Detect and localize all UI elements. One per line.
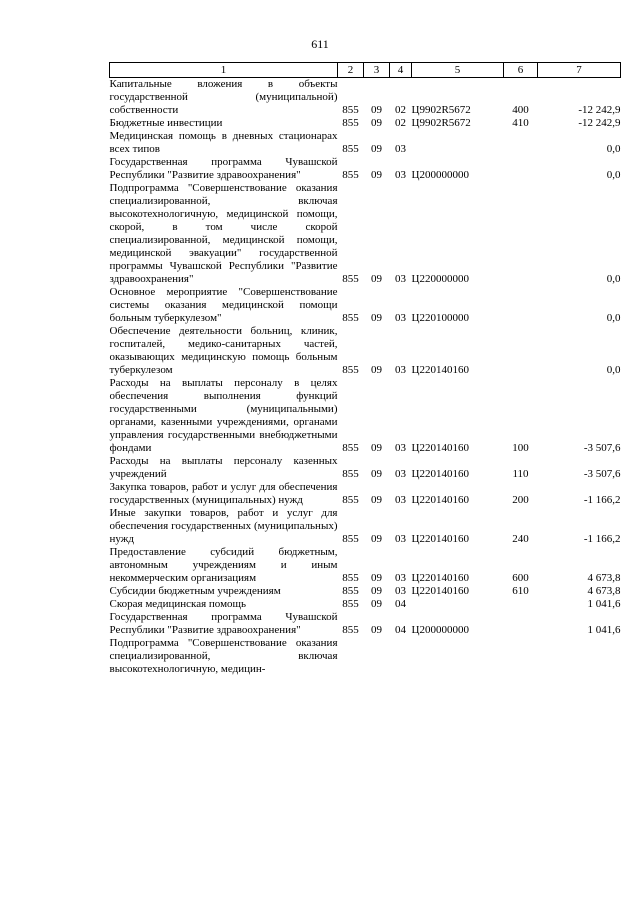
expense-type-code: 100	[512, 442, 529, 454]
table-row	[110, 325, 621, 377]
item-name: Субсидии бюджетным учреждениям	[109, 585, 281, 597]
item-name: Предоставление субсидий бюджетным, автономным учреждениям и иным некоммерческим организациям	[109, 546, 338, 584]
amount: -12 242,9	[578, 104, 621, 116]
table-row	[110, 611, 621, 637]
column-header: 2	[338, 63, 364, 78]
ministry-code: 855	[342, 585, 359, 597]
table-header-row	[110, 63, 621, 78]
target-article-code	[412, 598, 504, 611]
section-code: 09	[371, 468, 382, 480]
column-header: 5	[412, 63, 504, 78]
expense-type-code: 600	[512, 572, 529, 584]
amount: 0,0	[606, 364, 621, 376]
item-name: Иные закупки товаров, работ и услуг для обеспечения государственных (муниципальных) нужд	[109, 507, 338, 545]
table-row	[110, 598, 621, 611]
table-row	[110, 286, 621, 325]
ministry-code: 855	[342, 169, 359, 181]
target-article-code	[412, 130, 504, 156]
table-row	[110, 117, 621, 130]
amount: 0,0	[606, 169, 621, 181]
amount: 0,0	[606, 143, 621, 155]
ministry-code: 855	[342, 468, 359, 480]
ministry-code: 855	[342, 533, 359, 545]
ministry-code: 855	[342, 364, 359, 376]
table-row	[110, 377, 621, 455]
target-article-code: Ц200000000	[411, 169, 469, 181]
ministry-code: 855	[342, 104, 359, 116]
target-article-code: Ц220100000	[411, 312, 469, 324]
column-header: 3	[364, 63, 390, 78]
item-name: Обеспечение деятельности больниц, клиник, госпиталей, медико-санитарных частей, оказывающих медицинскую помощь больным туберкулезом	[109, 325, 338, 376]
expense-type-code: 610	[512, 585, 529, 597]
table-row	[110, 546, 621, 585]
amount: -3 507,6	[583, 442, 621, 454]
expense-type-code: 400	[512, 104, 529, 116]
expense-type-code	[504, 598, 538, 611]
amount: -1 166,2	[583, 494, 621, 506]
subsection-code: 03	[395, 533, 406, 545]
item-name: Расходы на выплаты персоналу казенных учреждений	[109, 455, 338, 480]
expense-type-code: 240	[512, 533, 529, 545]
ministry-code: 855	[342, 598, 359, 610]
expense-type-code	[504, 130, 538, 156]
expense-type-code	[504, 611, 538, 637]
target-article-code: Ц200000000	[411, 624, 469, 636]
expense-type-code: 410	[512, 117, 529, 129]
target-article-code: Ц220000000	[411, 273, 469, 285]
ministry-code: 855	[342, 624, 359, 636]
section-code: 09	[371, 273, 382, 285]
amount: -1 166,2	[583, 533, 621, 545]
amount: 4 673,8	[587, 572, 621, 584]
target-article-code	[412, 637, 504, 676]
column-header: 7	[538, 63, 621, 78]
ministry-code: 855	[342, 117, 359, 129]
amount: 0,0	[606, 273, 621, 285]
page-number: 611	[311, 37, 329, 51]
column-header: 1	[110, 63, 338, 78]
subsection-code: 03	[395, 494, 406, 506]
subsection-code: 03	[395, 143, 406, 155]
section-code: 09	[371, 312, 382, 324]
target-article-code: Ц220140160	[411, 494, 469, 506]
amount: 1 041,6	[587, 624, 621, 636]
item-name: Подпрограмма "Совершенствование оказания специализированной, включая высокотехнологичную, медицин-	[109, 637, 338, 675]
section-code: 09	[371, 117, 382, 129]
subsection-code: 03	[395, 572, 406, 584]
item-name: Государственная программа Чувашской Республики "Развитие здравоохранения"	[109, 156, 338, 181]
table-row	[110, 156, 621, 182]
section-code: 09	[371, 585, 382, 597]
expense-type-code	[504, 325, 538, 377]
section-code: 09	[371, 533, 382, 545]
ministry-code: 855	[342, 494, 359, 506]
subsection-code: 03	[395, 364, 406, 376]
section-code: 09	[371, 364, 382, 376]
section-code: 09	[371, 104, 382, 116]
amount: 0,0	[606, 312, 621, 324]
ministry-code: 855	[342, 572, 359, 584]
target-article-code: Ц220140160	[411, 442, 469, 454]
item-name: Скорая медицинская помощь	[109, 598, 247, 610]
expense-type-code	[504, 156, 538, 182]
column-header: 6	[504, 63, 538, 78]
subsection-code: 03	[395, 273, 406, 285]
section-code: 09	[371, 169, 382, 181]
table-row	[110, 182, 621, 286]
amount: 1 041,6	[587, 598, 621, 610]
expense-type-code: 200	[512, 494, 529, 506]
subsection-code: 03	[395, 468, 406, 480]
target-article-code: Ц220140160	[411, 572, 469, 584]
subsection-code: 02	[395, 117, 406, 129]
item-name: Закупка товаров, работ и услуг для обеспечения государственных (муниципальных) нужд	[109, 481, 338, 506]
ministry-code: 855	[342, 273, 359, 285]
section-code: 09	[371, 598, 382, 610]
target-article-code: Ц220140160	[411, 585, 469, 597]
section-code: 09	[371, 624, 382, 636]
table-row	[110, 455, 621, 481]
section-code: 09	[371, 442, 382, 454]
column-header: 4	[390, 63, 412, 78]
table-row	[110, 130, 621, 156]
table-row	[110, 78, 621, 118]
subsection-code: 03	[395, 169, 406, 181]
item-name: Расходы на выплаты персоналу в целях обеспечения выполнения функций государственными (муниципальными) органами, казенными учреждениями, органами управления государственными внебюджетными фондами	[109, 377, 338, 454]
budget-table	[109, 62, 621, 676]
ministry-code	[338, 637, 364, 676]
ministry-code: 855	[342, 312, 359, 324]
section-code	[364, 637, 390, 676]
subsection-code: 04	[395, 598, 406, 610]
item-name: Основное мероприятие "Совершенствование системы оказания медицинской помощи больным туберкулезом"	[109, 286, 338, 324]
target-article-code: Ц220140160	[411, 468, 469, 480]
item-name: Подпрограмма "Совершенствование оказания специализированной, включая высокотехнологичную, медицинской помощи, скорой, в том числе скорой специализированной, медицинской помощи, медицинской эвакуации" государственной программы Чувашской Республики "Развитие здравоохранения"	[109, 182, 338, 285]
subsection-code	[390, 637, 412, 676]
item-name: Бюджетные инвестиции	[109, 117, 223, 129]
table-row	[110, 637, 621, 676]
table-row	[110, 585, 621, 598]
subsection-code: 03	[395, 312, 406, 324]
item-name: Государственная программа Чувашской Республики "Развитие здравоохранения"	[109, 611, 338, 636]
section-code: 09	[371, 143, 382, 155]
ministry-code: 855	[342, 143, 359, 155]
subsection-code: 03	[395, 585, 406, 597]
subsection-code: 03	[395, 442, 406, 454]
subsection-code: 02	[395, 104, 406, 116]
amount: -3 507,6	[583, 468, 621, 480]
item-name: Капитальные вложения в объекты государственной (муниципальной) собственности	[109, 78, 338, 116]
target-article-code: Ц9902R5672	[411, 104, 471, 116]
amount: -12 242,9	[578, 117, 621, 129]
amount	[538, 637, 621, 676]
amount: 4 673,8	[587, 585, 621, 597]
subsection-code: 04	[395, 624, 406, 636]
table-row	[110, 507, 621, 546]
expense-type-code	[504, 182, 538, 286]
section-code: 09	[371, 494, 382, 506]
target-article-code: Ц220140160	[411, 364, 469, 376]
target-article-code: Ц9902R5672	[411, 117, 471, 129]
expense-type-code	[504, 286, 538, 325]
ministry-code: 855	[342, 442, 359, 454]
expense-type-code: 110	[512, 468, 529, 480]
section-code: 09	[371, 572, 382, 584]
target-article-code: Ц220140160	[411, 533, 469, 545]
expense-type-code	[504, 637, 538, 676]
table-row	[110, 481, 621, 507]
item-name: Медицинская помощь в дневных стационарах всех типов	[109, 130, 338, 155]
